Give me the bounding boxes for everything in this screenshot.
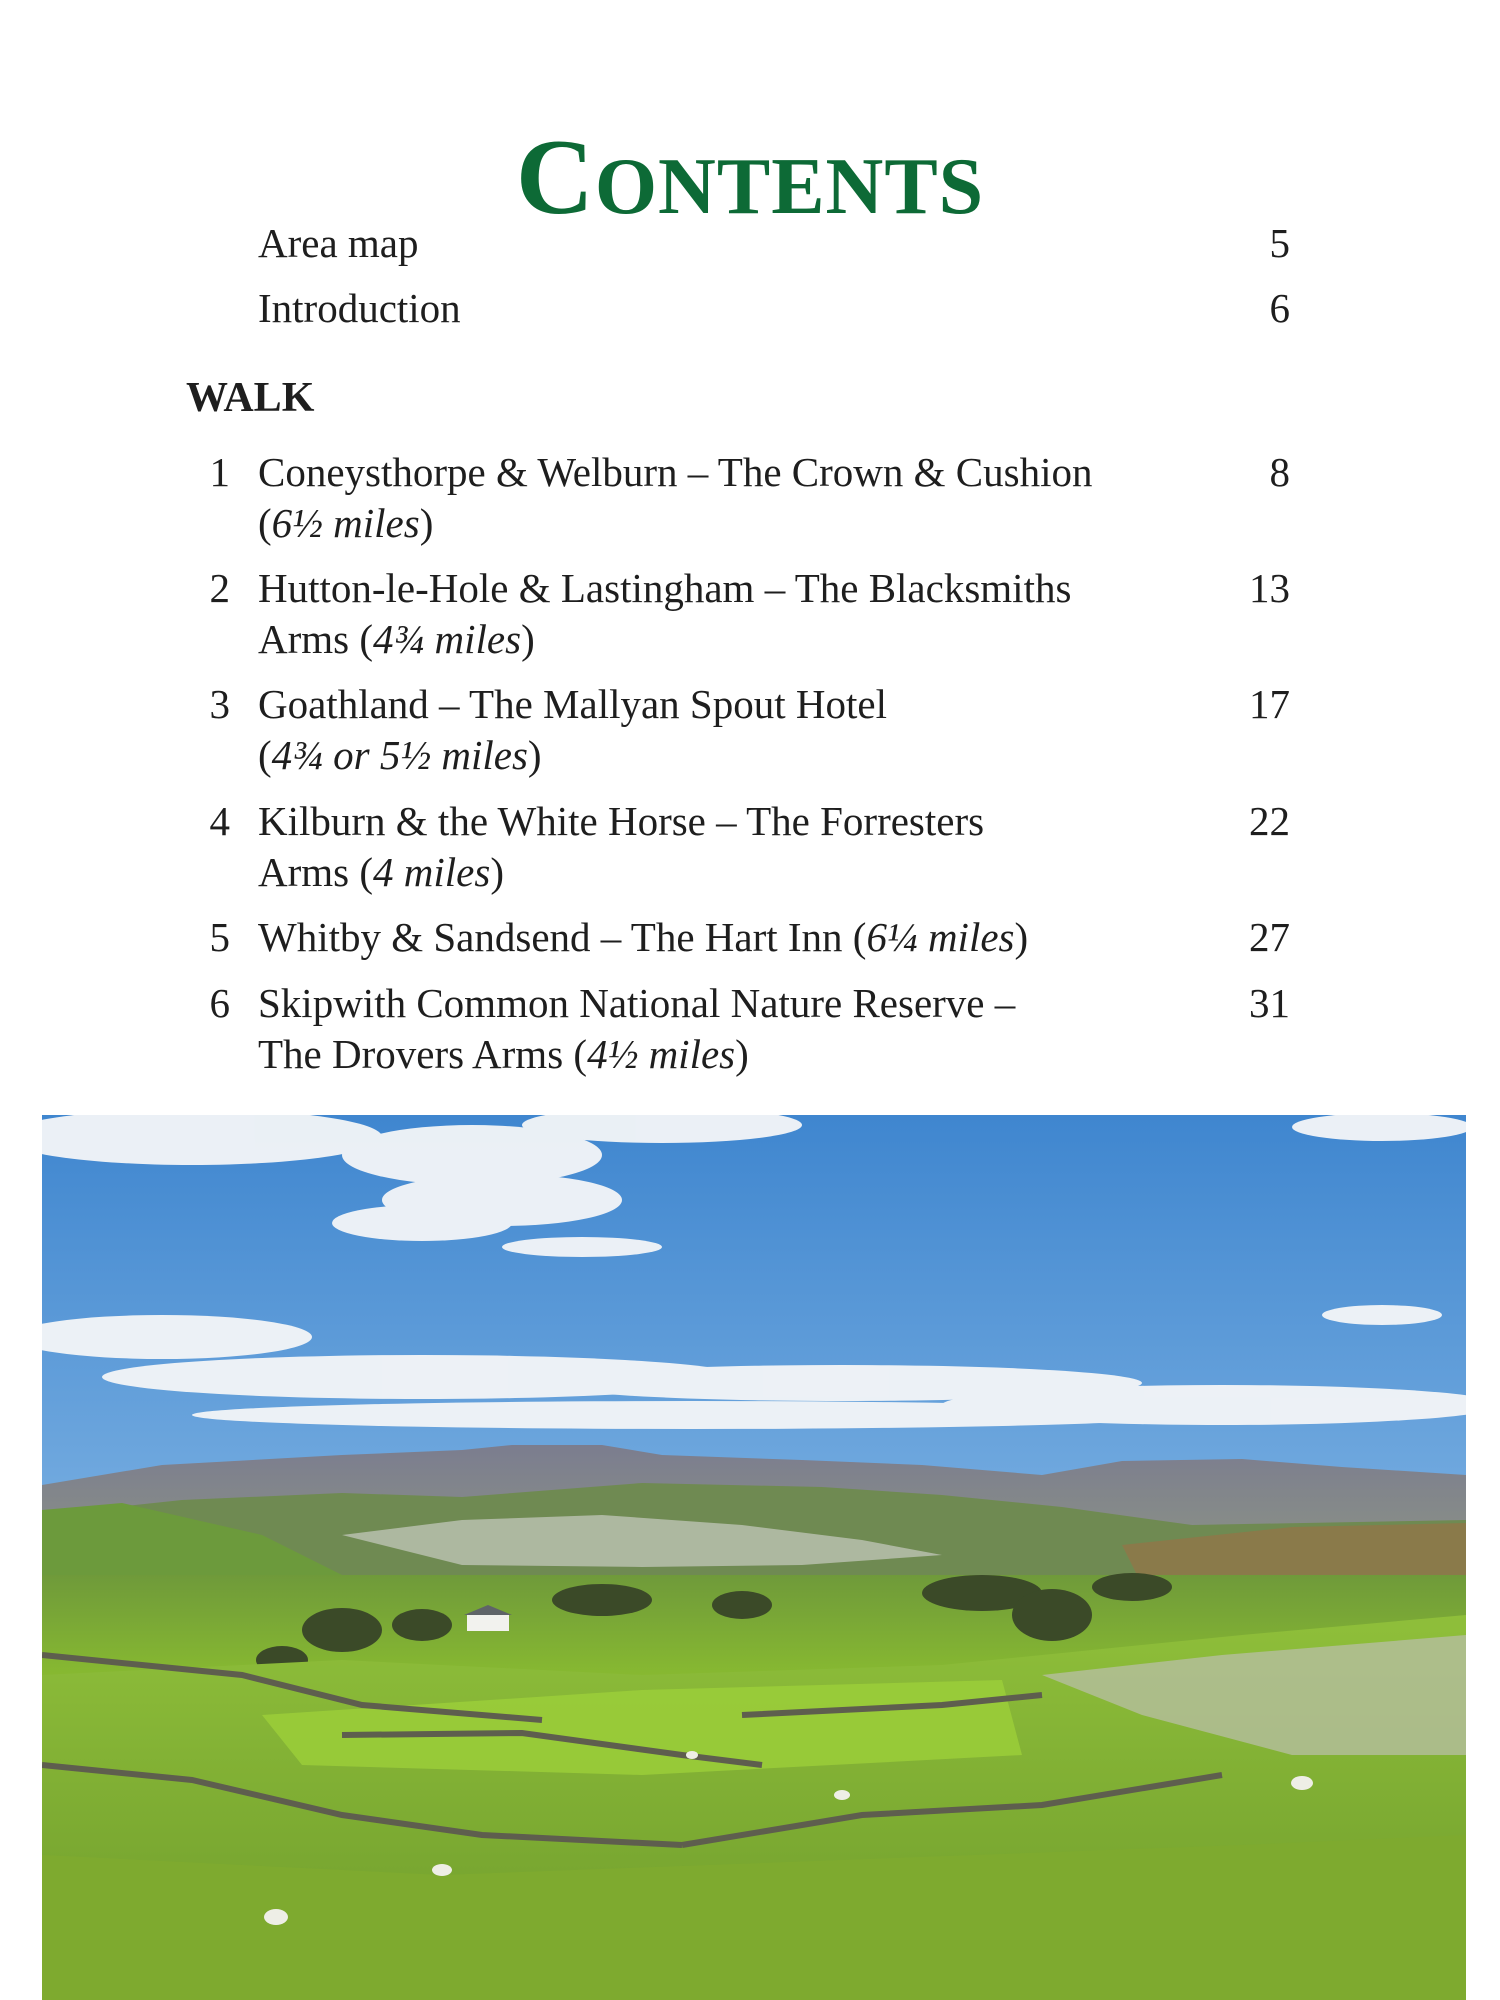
- walk-number: 5: [209, 914, 230, 960]
- toc-entry-label: Introduction: [258, 285, 461, 331]
- title-first-letter: C: [515, 118, 595, 238]
- walk-distance: 4¾ miles: [373, 616, 522, 662]
- walk-title-line2: Arms: [258, 616, 360, 662]
- walk-title-line1: Coneysthorpe & Welburn – The Crown & Cushion: [258, 449, 1093, 495]
- farmhouse: [467, 1615, 509, 1631]
- walk-title: Coneysthorpe & Welburn – The Crown & Cushion (6½ miles): [258, 449, 1093, 546]
- walk-title: Kilburn & the White Horse – The Forresters Arms (4 miles): [258, 798, 985, 895]
- walk-title-line2: Arms: [258, 849, 360, 895]
- walk-distance: 4 miles: [373, 849, 491, 895]
- toc-page-number: 8: [1269, 449, 1290, 495]
- toc-page-number: 22: [1249, 798, 1290, 844]
- walk-title-line1: Skipwith Common National Nature Reserve –: [258, 980, 1016, 1026]
- walk-title: Hutton-le-Hole & Lastingham – The Blacksmiths Arms (4¾ miles): [258, 565, 1072, 662]
- walk-title-line1: Whitby & Sandsend – The Hart Inn: [258, 914, 853, 960]
- section-heading-walk: WALK: [186, 375, 315, 421]
- toc-page-number: 13: [1249, 565, 1290, 611]
- walk-number: 6: [209, 980, 230, 1026]
- walk-distance: 4¾ or 5½ miles: [271, 732, 528, 778]
- toc-page-number: 27: [1249, 914, 1290, 960]
- walk-title: Whitby & Sandsend – The Hart Inn (6¼ miles): [258, 914, 1029, 960]
- walk-distance: 4½ miles: [587, 1031, 736, 1077]
- toc-page-number: 6: [1269, 285, 1290, 331]
- toc-entry-area-map[interactable]: [258, 215, 1290, 271]
- walk-title: Goathland – The Mallyan Spout Hotel (4¾ or 5½ miles): [258, 681, 887, 778]
- walk-title: Skipwith Common National Nature Reserve – The Drovers Arms (4½ miles): [258, 980, 1016, 1077]
- toc-page-number: 5: [1269, 220, 1290, 266]
- walk-title-line1: Hutton-le-Hole & Lastingham – The Blacksmiths: [258, 565, 1072, 611]
- walk-number: 4: [209, 798, 230, 844]
- walk-number: 1: [209, 449, 230, 495]
- toc-entry-label: Area map: [258, 220, 419, 266]
- walk-distance: 6½ miles: [271, 500, 420, 546]
- toc-entry-introduction[interactable]: [258, 280, 1290, 336]
- toc-page-number: 31: [1249, 980, 1290, 1026]
- title-rest: ONTENTS: [594, 143, 985, 232]
- walk-number: 3: [209, 681, 230, 727]
- landscape-photo: [42, 1115, 1466, 2000]
- walk-title-line1: Goathland – The Mallyan Spout Hotel: [258, 681, 887, 727]
- toc-page-number: 17: [1249, 681, 1290, 727]
- walk-number: 2: [209, 565, 230, 611]
- walk-distance: 6¼ miles: [866, 914, 1015, 960]
- walk-title-line1: Kilburn & the White Horse – The Forresters: [258, 798, 985, 844]
- walk-title-line2: The Drovers Arms: [258, 1031, 574, 1077]
